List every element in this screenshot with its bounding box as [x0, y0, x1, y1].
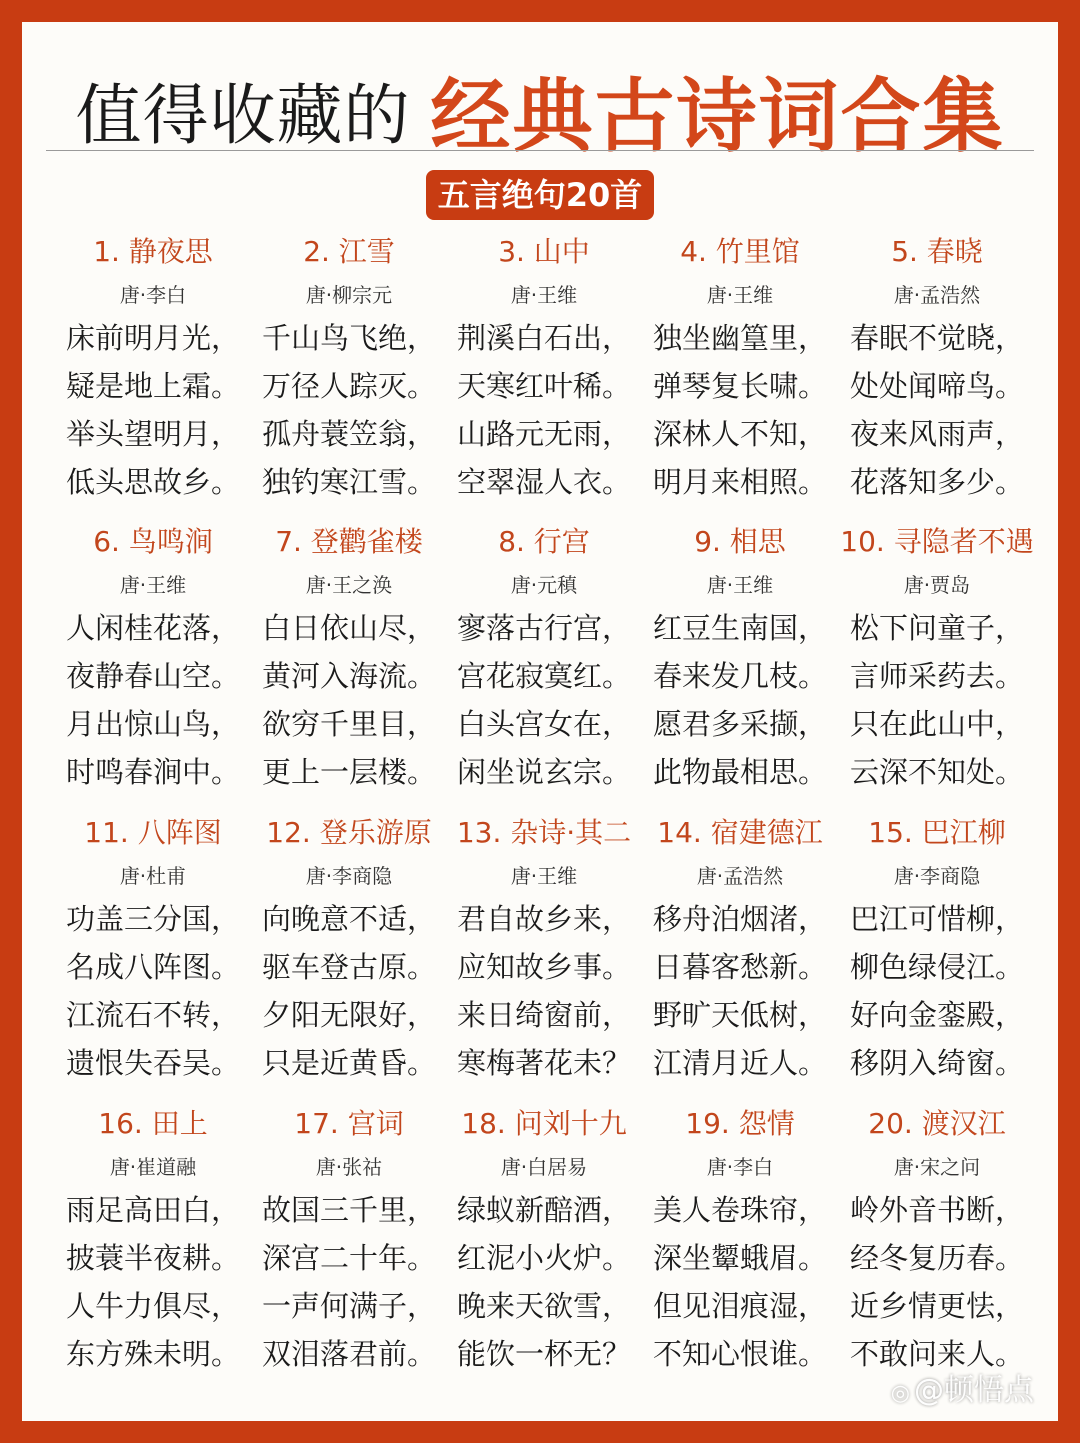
poem-author: 唐·李商隐: [305, 864, 393, 888]
poem-line: 千山鸟飞绝，: [261, 321, 436, 355]
poem-line: 但见泪痕湿，: [652, 1289, 827, 1323]
poem-card: [837, 522, 1037, 796]
poem-line: 寒梅著花未？: [456, 1046, 631, 1080]
poem-line: 明月来相照。: [652, 465, 827, 499]
poem-line: 深坐颦蛾眉。: [652, 1241, 827, 1275]
poem-card: [53, 1104, 253, 1378]
poem-title: 17. 宫词: [294, 1107, 404, 1140]
poem-line: 愿君多采撷，: [652, 707, 827, 741]
poem-line: 深宫二十年。: [261, 1241, 436, 1275]
poem-line: 夕阳无限好，: [261, 998, 436, 1032]
poem-author: 唐·柳宗元: [305, 283, 393, 307]
poem-line: 不知心恨谁。: [652, 1337, 827, 1371]
poem-line: 云深不知处。: [849, 755, 1024, 789]
poem-lines: [249, 1186, 449, 1378]
poem-lines: [249, 895, 449, 1087]
poem-line: 晚来天欲雪，: [456, 1289, 631, 1323]
poem-author: 唐·杜甫: [119, 864, 187, 888]
poem-line: 江流石不转，: [65, 998, 240, 1032]
poem-author: 唐·王维: [119, 573, 187, 597]
poem-author: 唐·王维: [706, 573, 774, 597]
poem-line: 向晚意不适，: [261, 902, 436, 936]
poem-line: 宫花寂寞红。: [456, 659, 631, 693]
poem-line: 披蓑半夜耕。: [65, 1241, 240, 1275]
poem-line: 柳色绿侵江。: [849, 950, 1024, 984]
poem-title: 8. 行宫: [498, 525, 590, 558]
poem-title: 10. 寻隐者不遇: [840, 525, 1034, 558]
poem-lines: [640, 895, 840, 1087]
poem-card: [53, 813, 253, 1087]
poem-line: 只是近黄昏。: [261, 1046, 436, 1080]
poem-lines: [249, 314, 449, 506]
poem-title: 6. 鸟鸣涧: [93, 525, 213, 558]
poem-line: 花落知多少。: [849, 465, 1024, 499]
poem-title: 11. 八阵图: [84, 816, 222, 849]
poem-line: 君自故乡来，: [456, 902, 631, 936]
poem-line: 东方殊未明。: [65, 1337, 240, 1371]
poem-card: [837, 232, 1037, 506]
poem-line: 雨足高田白，: [65, 1193, 240, 1227]
poem-lines: [53, 895, 253, 1087]
poem-line: 移舟泊烟渚，: [652, 902, 827, 936]
watermark: [891, 1365, 1034, 1409]
poem-line: 独钓寒江雪。: [261, 465, 436, 499]
poem-line: 此物最相思。: [652, 755, 827, 789]
poem-author: 唐·王维: [510, 864, 578, 888]
poem-title: 14. 宿建德江: [657, 816, 823, 849]
poem-author: 唐·李白: [706, 1155, 774, 1179]
poem-card: [249, 813, 449, 1087]
poem-title: 1. 静夜思: [93, 235, 213, 268]
poem-line: 近乡情更怯，: [849, 1289, 1024, 1323]
poem-title: 2. 江雪: [303, 235, 395, 268]
poem-line: 移阴入绮窗。: [849, 1046, 1024, 1080]
poem-card: [53, 232, 253, 506]
poem-lines: [53, 604, 253, 796]
poem-lines: [640, 604, 840, 796]
poem-title: 16. 田上: [98, 1107, 208, 1140]
poem-line: 春眠不觉晓，: [849, 321, 1024, 355]
poem-line: 遗恨失吞吴。: [65, 1046, 240, 1080]
poem-card: [249, 1104, 449, 1378]
poster-frame: [22, 22, 1058, 1421]
poem-line: 好向金銮殿，: [849, 998, 1024, 1032]
poem-line: 山路元无雨，: [456, 417, 631, 451]
poem-line: 松下问童子，: [849, 611, 1024, 645]
poem-card: [249, 522, 449, 796]
poem-card: [444, 522, 644, 796]
section-badge: 五言绝句20首: [426, 170, 654, 220]
poem-card: [249, 232, 449, 506]
poem-author: 唐·张祜: [315, 1155, 383, 1179]
poem-line: 处处闻啼鸟。: [849, 369, 1024, 403]
poem-line: 人闲桂花落，: [65, 611, 240, 645]
poem-lines: [640, 314, 840, 506]
watermark-text: @顿悟点: [914, 1373, 1034, 1408]
poem-line: 名成八阵图。: [65, 950, 240, 984]
page-title: [22, 52, 1058, 172]
poem-lines: [444, 314, 644, 506]
poem-line: 言师采药去。: [849, 659, 1024, 693]
poem-line: 应知故乡事。: [456, 950, 631, 984]
poem-title: 4. 竹里馆: [680, 235, 800, 268]
poem-author: 唐·孟浩然: [893, 283, 981, 307]
poem-lines: [444, 604, 644, 796]
poem-title: 19. 怨情: [685, 1107, 795, 1140]
poem-title: 20. 渡汉江: [868, 1107, 1006, 1140]
poem-card: [444, 1104, 644, 1378]
poem-line: 荆溪白石出，: [456, 321, 631, 355]
title-part2: 经典古诗词合集: [430, 70, 1005, 163]
poem-card: [53, 522, 253, 796]
poem-line: 黄河入海流。: [261, 659, 436, 693]
title-part1: 值得收藏的: [75, 77, 411, 154]
poem-author: 唐·李白: [119, 283, 187, 307]
poem-lines: [53, 314, 253, 506]
poem-line: 一声何满子，: [261, 1289, 436, 1323]
poem-author: 唐·王维: [706, 283, 774, 307]
poem-title: 9. 相思: [694, 525, 786, 558]
poem-title: 5. 春晓: [891, 235, 983, 268]
poem-line: 美人卷珠帘，: [652, 1193, 827, 1227]
poem-line: 弹琴复长啸。: [652, 369, 827, 403]
poem-line: 不敢问来人。: [849, 1337, 1024, 1371]
poem-line: 人牛力俱尽，: [65, 1289, 240, 1323]
poem-author: 唐·贾岛: [903, 573, 971, 597]
poem-line: 床前明月光，: [65, 321, 240, 355]
poem-card: [640, 232, 840, 506]
poem-line: 低头思故乡。: [65, 465, 240, 499]
poem-card: [837, 813, 1037, 1087]
poem-line: 来日绮窗前，: [456, 998, 631, 1032]
poem-card: [444, 232, 644, 506]
poem-author: 唐·王之涣: [305, 573, 393, 597]
poem-author: 唐·孟浩然: [696, 864, 784, 888]
poem-card: [837, 1104, 1037, 1378]
poem-author: 唐·宋之问: [893, 1155, 981, 1179]
poem-line: 野旷天低树，: [652, 998, 827, 1032]
poem-lines: [53, 1186, 253, 1378]
poem-line: 经冬复历春。: [849, 1241, 1024, 1275]
poem-line: 白头宫女在，: [456, 707, 631, 741]
poem-line: 夜来风雨声，: [849, 417, 1024, 451]
poem-line: 举头望明月，: [65, 417, 240, 451]
poem-line: 寥落古行宫，: [456, 611, 631, 645]
poem-line: 夜静春山空。: [65, 659, 240, 693]
poem-line: 时鸣春涧中。: [65, 755, 240, 789]
poem-lines: [444, 1186, 644, 1378]
poem-author: 唐·李商隐: [893, 864, 981, 888]
poem-line: 故国三千里，: [261, 1193, 436, 1227]
poem-lines: [837, 895, 1037, 1087]
poem-line: 独坐幽篁里，: [652, 321, 827, 355]
poem-line: 闲坐说玄宗。: [456, 755, 631, 789]
poem-line: 红豆生南国，: [652, 611, 827, 645]
poem-line: 月出惊山鸟，: [65, 707, 240, 741]
poem-title: 7. 登鹳雀楼: [275, 525, 423, 558]
poem-author: 唐·崔道融: [109, 1155, 197, 1179]
poem-line: 绿蚁新醅酒，: [456, 1193, 631, 1227]
poem-card: [640, 813, 840, 1087]
poem-lines: [444, 895, 644, 1087]
poem-title: 18. 问刘十九: [461, 1107, 627, 1140]
poem-line: 能饮一杯无？: [456, 1337, 631, 1371]
title-divider: [46, 150, 1034, 151]
poem-title: 3. 山中: [498, 235, 590, 268]
poem-card: [640, 1104, 840, 1378]
poem-author: 唐·王维: [510, 283, 578, 307]
poem-line: 岭外音书断，: [849, 1193, 1024, 1227]
poem-line: 日暮客愁新。: [652, 950, 827, 984]
poem-line: 功盖三分国，: [65, 902, 240, 936]
poem-line: 深林人不知，: [652, 417, 827, 451]
poem-author: 唐·元稹: [510, 573, 578, 597]
poem-title: 15. 巴江柳: [868, 816, 1006, 849]
poem-card: [444, 813, 644, 1087]
poem-line: 欲穷千里目，: [261, 707, 436, 741]
poem-line: 孤舟蓑笠翁，: [261, 417, 436, 451]
poem-lines: [837, 604, 1037, 796]
poem-author: 唐·白居易: [500, 1155, 588, 1179]
poem-card: [640, 522, 840, 796]
poem-title: 12. 登乐游原: [266, 816, 432, 849]
poem-line: 空翠湿人衣。: [456, 465, 631, 499]
poem-line: 万径人踪灭。: [261, 369, 436, 403]
camera-icon: ◎: [890, 1381, 910, 1406]
poem-line: 江清月近人。: [652, 1046, 827, 1080]
poem-lines: [837, 314, 1037, 506]
poem-line: 巴江可惜柳，: [849, 902, 1024, 936]
poem-line: 天寒红叶稀。: [456, 369, 631, 403]
poem-line: 双泪落君前。: [261, 1337, 436, 1371]
poem-line: 白日依山尽，: [261, 611, 436, 645]
poem-line: 疑是地上霜。: [65, 369, 240, 403]
poem-lines: [249, 604, 449, 796]
poem-title: 13. 杂诗·其二: [456, 816, 632, 849]
poem-line: 红泥小火炉。: [456, 1241, 631, 1275]
poem-line: 更上一层楼。: [261, 755, 436, 789]
poem-line: 驱车登古原。: [261, 950, 436, 984]
poem-lines: [837, 1186, 1037, 1378]
poem-lines: [640, 1186, 840, 1378]
poem-line: 春来发几枝。: [652, 659, 827, 693]
poem-line: 只在此山中，: [849, 707, 1024, 741]
